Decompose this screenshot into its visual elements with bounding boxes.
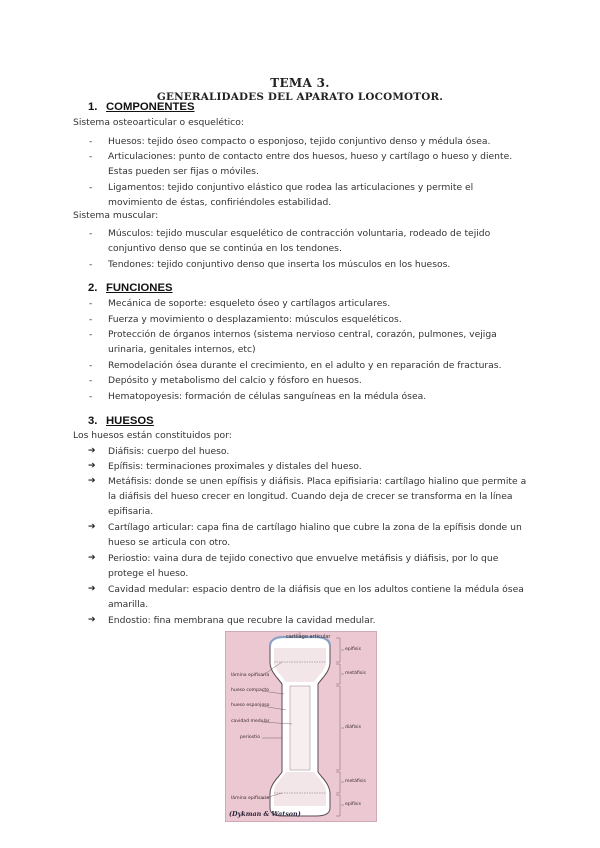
section-heading-huesos xyxy=(88,415,154,427)
label-diafisis: diáfisis xyxy=(345,725,361,730)
medullary-cavity-shape xyxy=(290,686,310,770)
label-metafisis: metáfisis xyxy=(345,671,366,676)
figure-credit: (Dykman & Watson) xyxy=(229,810,301,818)
section-heading-funciones xyxy=(88,282,173,294)
osteo-label: Sistema osteoarticular o esquelético: xyxy=(73,117,244,128)
label-periostio: periostio xyxy=(240,735,260,740)
section-number: 1. xyxy=(88,101,98,113)
list-item: - Tendones: tejido conjuntivo denso que inserta los músculos en los huesos. xyxy=(108,257,528,272)
list-item: - Mecánica de soporte: esqueleto óseo y cartílagos articulares. xyxy=(108,296,528,311)
list-item: - Articulaciones: punto de contacto entre dos huesos, hueso y cartílago o hueso y diente. Estas pueden ser fijas o móviles. xyxy=(108,149,528,179)
list-item: - Músculos: tejido muscular esquelético de contracción voluntaria, rodeado de tejido conjuntivo denso que se continúa en los tendones. xyxy=(108,226,528,256)
list-item: - Ligamentos: tejido conjuntivo elástico que rodea las articulaciones y permite el movimiento de éstas, confiriéndoles estabilidad. xyxy=(108,180,528,210)
section-number: 3. xyxy=(88,415,98,427)
list-item: ➔ Periostio: vaina dura de tejido conectivo que envuelve metáfisis y diáfisis, por lo que protege el hueso. xyxy=(108,551,528,581)
list-item: - Huesos: tejido óseo compacto o esponjoso, tejido conjuntivo denso y médula ósea. xyxy=(108,134,528,149)
section-title: HUESOS xyxy=(106,415,154,427)
right-brackets xyxy=(336,638,344,816)
list-item: ➔ Epífisis: terminaciones proximales y distales del hueso. xyxy=(108,459,528,474)
huesos-intro: Los huesos están constituidos por: xyxy=(73,430,232,441)
label-cavidad-medular: cavidad medular xyxy=(231,719,270,724)
label-lamina-epifisaria-distal: lámina epifisaria xyxy=(231,796,270,801)
section-title: COMPONENTES xyxy=(106,101,195,113)
section-number: 2. xyxy=(88,282,98,294)
section-heading-componentes xyxy=(88,101,195,113)
label-epifisis: epífisis xyxy=(345,647,361,652)
bone-diagram xyxy=(225,631,377,822)
list-item: - Hematopoyesis: formación de células sanguíneas en la médula ósea. xyxy=(108,389,528,404)
label-hueso-compacto: hueso compacto xyxy=(231,688,269,693)
muscular-label: Sistema muscular: xyxy=(73,210,159,221)
list-item: - Fuerza y movimiento o desplazamiento: músculos esqueléticos. xyxy=(108,312,528,327)
list-item: ➔ Cartílago articular: capa fina de cartílago hialino que cubre la zona de la epífisis donde un hueso se articula con otro. xyxy=(108,520,528,550)
list-item: - Protección de órganos internos (sistema nervioso central, corazón, pulmones, vejiga urinaria, genitales internos, etc) xyxy=(108,327,528,357)
label-lamina-epifisaria: lámina epifisaria xyxy=(231,673,270,678)
list-item: ➔ Endostio: fina membrana que recubre la cavidad medular. xyxy=(108,613,528,628)
label-metafisis-distal: metáfisis xyxy=(345,779,366,784)
document-title: TEMA 3. xyxy=(270,76,330,90)
list-item: ➔ Metáfisis: donde se unen epífisis y diáfisis. Placa epifisiaria: cartílago hialino que permite a la diáfisis del hueso crecer en longitud. Cuando deja de crecer se transforma en la línea epifisaria. xyxy=(108,474,528,520)
label-hueso-esponjoso: hueso esponjoso xyxy=(231,703,270,708)
list-item: - Depósito y metabolismo del calcio y fósforo en huesos. xyxy=(108,373,528,388)
section-title: FUNCIONES xyxy=(106,282,173,294)
list-item: ➔ Cavidad medular: espacio dentro de la diáfisis que en los adultos contiene la médula ósea amarilla. xyxy=(108,582,528,612)
document-subtitle: GENERALIDADES DEL APARATO LOCOMOTOR. xyxy=(156,91,444,103)
label-epifisis-distal: epífisis xyxy=(345,802,361,807)
list-item: - Remodelación ósea durante el crecimiento, en el adulto y en reparación de fracturas. xyxy=(108,358,528,373)
label-cartilago-articular: cartílago articular xyxy=(286,634,331,640)
list-item: ➔ Diáfisis: cuerpo del hueso. xyxy=(108,444,528,459)
